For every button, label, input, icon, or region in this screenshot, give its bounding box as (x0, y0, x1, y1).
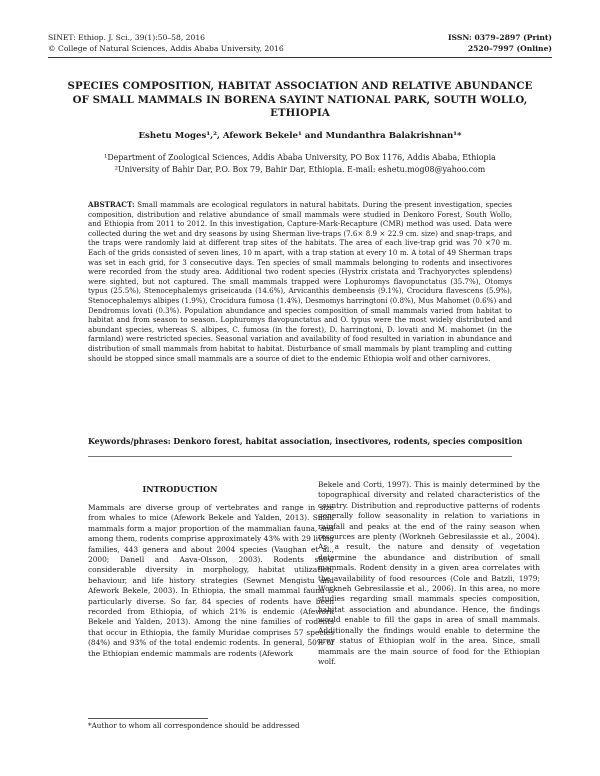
affiliation-2: ²University of Bahir Dar, P.O. Box 79, Bahir Dar, Ethiopia. E-mail: eshetu.mog08@yahoo.com (114, 165, 486, 174)
author-list: Eshetu Moges¹,², Afework Bekele¹ and Mundanthra Balakrishnan¹* (138, 131, 462, 141)
header-rule (48, 57, 552, 58)
journal-citation: SINET: Ethiop. J. Sci., 39(1):50–58, 2016 (48, 33, 205, 42)
keywords: Keywords/phrases: Denkoro forest, habitat association, insectivores, rodents, species composition (88, 437, 523, 446)
keywords-rule (88, 456, 512, 457)
header-left (48, 32, 284, 54)
correspondence-footnote: *Author to whom all correspondence should be addressed (88, 721, 300, 730)
abstract (88, 200, 512, 363)
issn-print: ISSN: 0379–2897 (Print) (448, 33, 552, 42)
abstract-text: Small mammals are ecological regulators in natural habitats. During the present investigation, species composition, distribution and relative abundance of small mammals were studied in Denkoro Forest, South Wollo, and Ethiopia from 2011 to 2012. In this investigation, Capture-Mark-Recapture (CMR) method was used. Data were collected during the wet and dry seasons by using Sherman live-traps (7.6× 8.9 × 22.9 cm. size) and snap-traps, and the traps were randomly laid at different trap sites of the habitats. The area of each live-trap grid was 70 ×70 m. Each of the grids consisted of seven lines, 10 m apart, with a trap station at every 10 m. A total of 49 Sherman traps was set in each grid, for 3 consecutive days. Ten species of small mammals belonging to rodents and insectivores were recorded from the study area. Additional two rodent species (Hystrix cristata and Trachyoryctes splendens) were sighted, but not captured. The small mammals trapped were Lophuromys flavopunctatus (35.7%), Otomys typus (25.5%), Stenocephalemys griseicauda (14.6%), Arvicanthis dembeensis (9.1%), Crocidura flavescens (5.9%), Stenocephalemys albipes (1.9%), Crocidura fumosa (1.4%), Desmomys harringtoni (0.8%), Mus Mahomet (0.6%) and Dendromus lovati (0.3%). Population abundance and species composition of small mammals varied from habitat to habitat and from season to season. Lophuromys flavopunctatus and O. typus were the most widely distributed and abundant species, whereas S. albipes, C. fumosa (in the forest), D. harringtoni, D. lovati and M. mahomet (in the farmland) were restricted species. Seasonal variation and availability of food resulted in variation in abundance and distribution of small mammals from habitat to habitat. Disturbance of small mammals by plant trampling and cutting should be stopped since small mammals are a source of diet to the endemic Ethiopia wolf and other carnivores. (88, 200, 512, 363)
introduction-heading: INTRODUCTION (142, 484, 218, 494)
affiliation-1: ¹Department of Zoological Sciences, Addis Ababa University, PO Box 1176, Addis Ababa, Ethiopia (104, 153, 496, 162)
abstract-label: ABSTRACT: (88, 200, 135, 209)
footnote-rule (88, 718, 208, 719)
intro-left-column: Mammals are diverse group of vertebrates and range in size from whales to mice (Afework Bekele and Yalden, 2013). Small mammals form a major proportion of the mammalian fauna, and among them, rodents comprise approximately 43% with 29 living families, 443 genera and about 2004 species (Vaughan et al., 2000; Danell and Aava-Olsson, 2003). Rodents show considerable diversity in morphology, habitat utilization, behaviour, and life history strategies (Sewnet Mengistu and Afework Bekele, 2003). In Ethiopia, the small mammal fauna is particularly diverse. So far, 84 species of rodents have been recorded from Ethiopia, of which 21% is endemic (Afework Bekele and Yalden, 2013). Among the nine families of rodents that occur in Ethiopia, the family Muridae comprises 57 species (84%) and 93% of the total endemic rodents. In general, 50% of the Ethiopian endemic mammals are rodents (Afework (88, 503, 334, 658)
college-copyright: © College of Natural Sciences, Addis Ababa University, 2016 (48, 44, 284, 53)
intro-right-column: Bekele and Corti, 1997). This is mainly determined by the topographical diversity and related characteristics of the country. Distribution and reproductive patterns of rodents generally follow seasonality in relation to variations in rainfall and peaks at the end of the rainy season when resources are plenty (Workneh Gebresilassie et al., 2004). As a result, the nature and density of vegetation determine the abundance and distribution of small mammals. Rodent density in a given area correlates with the availability of food resources (Cole and Batzli, 1979; Workneh Gebresilassie et al., 2006). In this area, no more studies regarding small mammals species composition, habitat association and abundance. Hence, the findings would enable to fill the gaps in area of small mammals. Additionally the findings would enable to determine the prey status of Ethiopian wolf in the area. Since, small mammals are the main source of food for the Ethiopian wolf. (318, 480, 540, 666)
affiliations (60, 152, 540, 176)
paper-title: SPECIES COMPOSITION, HABITAT ASSOCIATION AND RELATIVE ABUNDANCE OF SMALL MAMMALS IN BORENA SAYINT NATIONAL PARK, SOUTH WOLLO, ETHIOPIA (67, 80, 533, 119)
issn-online: 2520–7997 (Online) (467, 44, 552, 53)
header-right (448, 32, 552, 54)
running-header (48, 32, 552, 58)
